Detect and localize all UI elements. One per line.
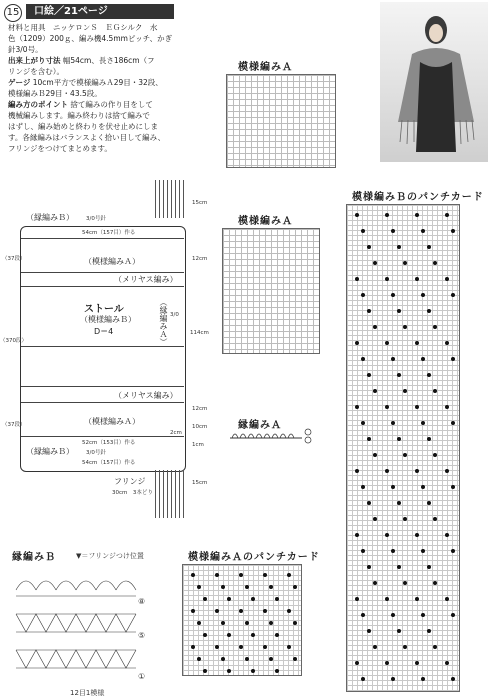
- punch-hole: [367, 245, 371, 249]
- edge-b-bottom-note: 3/0号針: [86, 450, 106, 456]
- punch-hole: [355, 341, 359, 345]
- punch-hole: [403, 453, 407, 457]
- punch-hole: [287, 645, 291, 649]
- punch-hole: [367, 501, 371, 505]
- punch-hole: [451, 613, 455, 617]
- punch-hole: [415, 661, 419, 665]
- stole-center-d: D＝4: [94, 327, 114, 336]
- punch-hole: [221, 621, 225, 625]
- punch-hole: [451, 549, 455, 553]
- dim-2: 2cm: [170, 430, 182, 436]
- punch-hole: [451, 293, 455, 297]
- punch-hole: [293, 621, 297, 625]
- punch-card-a: [182, 564, 302, 676]
- punch-hole: [355, 533, 359, 537]
- punch-hole: [421, 485, 425, 489]
- fringe-note: 30cm 3本どり: [112, 490, 153, 496]
- punch-hole: [245, 657, 249, 661]
- punch-hole: [239, 573, 243, 577]
- dim-1: 1cm: [192, 442, 204, 448]
- punch-hole: [397, 629, 401, 633]
- punch-hole: [445, 405, 449, 409]
- stole-center-title: ストール: [84, 304, 124, 315]
- punch-hole: [397, 309, 401, 313]
- punch-hole: [433, 581, 437, 585]
- edge-a-title: 縁編みＡ: [238, 420, 282, 431]
- punch-b-title: 模様編みＢのパンチカード: [352, 192, 484, 203]
- punch-hole: [197, 621, 201, 625]
- punch-hole: [373, 645, 377, 649]
- punch-hole: [367, 629, 371, 633]
- punch-hole: [385, 533, 389, 537]
- punch-hole: [421, 357, 425, 361]
- width-bottom-label: 54cm（157目）作る: [82, 460, 136, 466]
- side-mid-rows: （370段）: [0, 338, 27, 344]
- punch-hole: [367, 565, 371, 569]
- punch-hole: [397, 565, 401, 569]
- punch-hole: [373, 581, 377, 585]
- punch-hole: [215, 573, 219, 577]
- punch-hole: [397, 245, 401, 249]
- punch-hole: [433, 453, 437, 457]
- stole-center-sub: （模様編みＢ）: [80, 315, 136, 324]
- punch-hole: [445, 469, 449, 473]
- punch-hole: [415, 277, 419, 281]
- dim-10: 10cm: [192, 424, 208, 430]
- edge-b-chart: [10, 566, 150, 684]
- materials-line-1: 材料と用具 ニッケロンＳ ＥＧシルク 水: [8, 23, 158, 32]
- point-value: 捨て編みの作り目をして: [70, 100, 153, 109]
- punch-hole: [403, 261, 407, 265]
- punch-hole: [191, 573, 195, 577]
- edge-b-repeat: 12目1模様: [70, 689, 105, 697]
- width-top-label: 54cm（157目）作る: [82, 230, 136, 236]
- edge-a-chart: [226, 424, 316, 448]
- punch-hole: [403, 645, 407, 649]
- punch-hole: [227, 633, 231, 637]
- punch-hole: [445, 277, 449, 281]
- punch-hole: [355, 469, 359, 473]
- punch-hole: [251, 669, 255, 673]
- punch-hole: [403, 581, 407, 585]
- divider-top: [21, 238, 184, 239]
- divider-6: [21, 402, 184, 403]
- punch-hole: [361, 485, 365, 489]
- fringe-bottom: [155, 470, 185, 518]
- punch-hole: [373, 261, 377, 265]
- punch-hole: [221, 585, 225, 589]
- punch-hole: [361, 421, 365, 425]
- punch-hole: [391, 421, 395, 425]
- punch-hole: [203, 597, 207, 601]
- dim-15b: 15cm: [192, 480, 208, 486]
- stole-diagram: [0, 180, 215, 520]
- punch-hole: [391, 549, 395, 553]
- punch-hole: [361, 293, 365, 297]
- punch-hole: [421, 677, 425, 681]
- stockinette-bottom-label: （メリヤス編み）: [114, 391, 178, 400]
- punch-hole: [445, 661, 449, 665]
- punch-hole: [427, 245, 431, 249]
- gauge-row: [8, 77, 258, 88]
- punch-hole: [263, 573, 267, 577]
- punch-hole: [215, 609, 219, 613]
- edge-b-top-note: 3/0号針: [86, 216, 106, 222]
- size-value: 幅54cm、長さ186cm（フ: [62, 56, 155, 65]
- punch-hole: [245, 585, 249, 589]
- punch-a-title: 模様編みＡのパンチカード: [188, 552, 320, 563]
- punch-hole: [403, 325, 407, 329]
- punch-hole: [397, 437, 401, 441]
- punch-hole: [239, 645, 243, 649]
- punch-hole: [385, 277, 389, 281]
- punch-hole: [427, 629, 431, 633]
- edge-b-top-label: （縁編みＢ）: [26, 213, 74, 222]
- punch-hole: [391, 357, 395, 361]
- row-1-marker: ①: [138, 672, 146, 681]
- punch-hole: [391, 613, 395, 617]
- punch-hole: [373, 453, 377, 457]
- punch-hole: [421, 613, 425, 617]
- punch-hole: [415, 533, 419, 537]
- punch-hole: [361, 229, 365, 233]
- punch-hole: [427, 373, 431, 377]
- punch-hole: [287, 609, 291, 613]
- punch-hole: [355, 405, 359, 409]
- page-header-title: 口絵／21ページ: [26, 4, 174, 19]
- punch-hole: [391, 677, 395, 681]
- punch-hole: [239, 609, 243, 613]
- punch-hole: [197, 585, 201, 589]
- fringe-top: [155, 180, 185, 218]
- side-bottom-rows: （37段）: [2, 422, 26, 428]
- punch-hole: [433, 325, 437, 329]
- punch-hole: [451, 677, 455, 681]
- edge-b-title: 縁編みＢ: [12, 552, 56, 563]
- stitch-3-0: 3/0: [170, 312, 179, 318]
- punch-hole: [361, 677, 365, 681]
- punch-hole: [355, 597, 359, 601]
- punch-hole: [227, 597, 231, 601]
- pattern-a-bottom-label: （模様編みＡ）: [84, 417, 140, 426]
- divider-3: [21, 286, 184, 287]
- punch-hole: [269, 657, 273, 661]
- materials-block: [8, 22, 258, 154]
- punch-hole: [269, 621, 273, 625]
- punch-card-b: [346, 204, 460, 692]
- punch-hole: [251, 597, 255, 601]
- fringe-label: フリンジ: [114, 477, 146, 486]
- punch-hole: [197, 657, 201, 661]
- punch-hole: [415, 405, 419, 409]
- row-8-marker: ⑧: [138, 597, 146, 606]
- punch-hole: [203, 669, 207, 673]
- punch-hole: [361, 549, 365, 553]
- point-line-2: 機械編みします。編み終わりは捨て編みで: [8, 111, 150, 120]
- width-mid-label: 52cm（153目）作る: [82, 440, 136, 446]
- punch-hole: [385, 597, 389, 601]
- punch-hole: [263, 609, 267, 613]
- punch-hole: [427, 565, 431, 569]
- gauge-line-2: 模様編みＢ29目・43.5段。: [8, 89, 102, 98]
- divider-5: [21, 386, 184, 387]
- dim-114: 114cm: [190, 330, 209, 336]
- punch-hole: [355, 277, 359, 281]
- point-line-3: はずし、編み始めと終わりを伏せ止めにしま: [8, 122, 158, 131]
- point-line-5: フリンジをつけてまとめます。: [8, 144, 112, 153]
- dim-12a: 12cm: [192, 256, 208, 262]
- punch-hole: [251, 633, 255, 637]
- punch-hole: [287, 573, 291, 577]
- edge-a-side-label: （縁編みＡ）: [159, 298, 168, 346]
- divider-2: [21, 272, 184, 273]
- model-photo: [380, 2, 488, 162]
- punch-hole: [391, 293, 395, 297]
- punch-hole: [451, 485, 455, 489]
- punch-hole: [385, 469, 389, 473]
- pattern-a2-chart: [222, 228, 320, 354]
- punch-hole: [275, 669, 279, 673]
- punch-hole: [385, 213, 389, 217]
- punch-hole: [293, 585, 297, 589]
- punch-hole: [391, 229, 395, 233]
- punch-hole: [361, 357, 365, 361]
- punch-hole: [203, 633, 207, 637]
- page-number-badge: 15: [4, 4, 22, 22]
- size-row: [8, 55, 258, 66]
- punch-hole: [191, 645, 195, 649]
- punch-hole: [355, 661, 359, 665]
- punch-hole: [433, 645, 437, 649]
- punch-hole: [451, 421, 455, 425]
- punch-hole: [355, 213, 359, 217]
- model-photo-illustration: [380, 2, 488, 162]
- punch-hole: [451, 229, 455, 233]
- punch-hole: [415, 341, 419, 345]
- punch-hole: [385, 661, 389, 665]
- punch-hole: [397, 373, 401, 377]
- punch-hole: [415, 597, 419, 601]
- punch-hole: [445, 533, 449, 537]
- punch-hole: [215, 645, 219, 649]
- punch-hole: [445, 341, 449, 345]
- punch-hole: [293, 657, 297, 661]
- punch-hole: [433, 389, 437, 393]
- dim-12b: 12cm: [192, 406, 208, 412]
- edge-b-bottom-label: （縁編みＢ）: [26, 447, 74, 456]
- punch-hole: [391, 485, 395, 489]
- punch-hole: [433, 517, 437, 521]
- punch-hole: [403, 389, 407, 393]
- punch-hole: [451, 357, 455, 361]
- punch-hole: [373, 325, 377, 329]
- side-top-rows: （37段）: [2, 256, 26, 262]
- dim-15a: 15cm: [192, 200, 208, 206]
- point-row: [8, 99, 258, 110]
- gauge-label: ゲージ: [8, 78, 31, 87]
- punch-hole: [269, 585, 273, 589]
- punch-hole: [421, 229, 425, 233]
- punch-hole: [245, 621, 249, 625]
- punch-hole: [367, 373, 371, 377]
- punch-hole: [445, 597, 449, 601]
- gauge-value: 10cm平方で模様編みＡ29目・32段、: [32, 78, 163, 87]
- punch-hole: [403, 517, 407, 521]
- punch-hole: [427, 437, 431, 441]
- punch-hole: [427, 309, 431, 313]
- punch-hole: [227, 669, 231, 673]
- punch-hole: [415, 469, 419, 473]
- materials-line-3: 針3/0号。: [8, 45, 43, 54]
- pattern-a-chart: [226, 74, 336, 168]
- punch-hole: [191, 609, 195, 613]
- divider-7: [21, 436, 184, 437]
- row-5-marker: ⑤: [138, 631, 146, 640]
- punch-hole: [445, 213, 449, 217]
- punch-hole: [421, 421, 425, 425]
- punch-hole: [275, 633, 279, 637]
- punch-hole: [433, 261, 437, 265]
- punch-hole: [221, 657, 225, 661]
- size-line-2: リンジを含む）。: [8, 67, 65, 76]
- stockinette-top-label: （メリヤス編み）: [114, 275, 178, 284]
- pattern-a2-title: 模様編みＡ: [238, 216, 293, 227]
- edge-b-note: ▼＝フリンジつけ位置: [76, 552, 144, 560]
- size-label: 出来上がり寸法: [8, 56, 61, 65]
- punch-hole: [427, 501, 431, 505]
- punch-hole: [421, 549, 425, 553]
- punch-hole: [373, 517, 377, 521]
- punch-hole: [367, 309, 371, 313]
- materials-line-2: 色（1209）200ｇ、編み機4.5mmピッチ、かぎ: [8, 34, 173, 43]
- point-label: 編み方のポイント: [8, 100, 68, 109]
- punch-hole: [367, 437, 371, 441]
- punch-hole: [263, 645, 267, 649]
- punch-hole: [415, 213, 419, 217]
- punch-hole: [385, 341, 389, 345]
- divider-4: [21, 346, 184, 347]
- point-line-4: す。各縁編みはバランスよく拾い目して編み、: [8, 133, 166, 142]
- punch-hole: [275, 597, 279, 601]
- punch-hole: [397, 501, 401, 505]
- punch-hole: [373, 389, 377, 393]
- punch-hole: [361, 613, 365, 617]
- punch-hole: [385, 405, 389, 409]
- pattern-a-title: 模様編みＡ: [238, 62, 293, 73]
- pattern-a-top-label: （模様編みＡ）: [84, 257, 140, 266]
- punch-hole: [421, 293, 425, 297]
